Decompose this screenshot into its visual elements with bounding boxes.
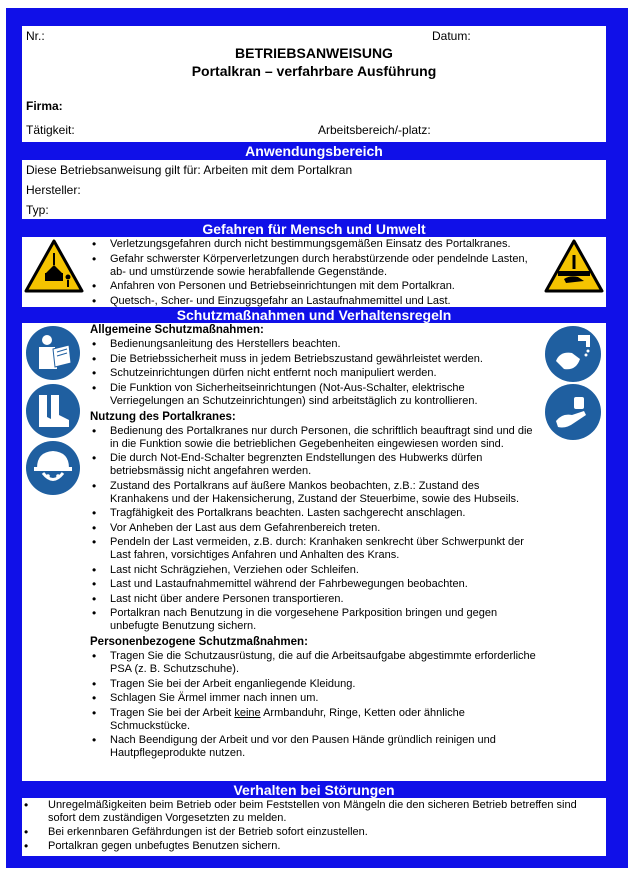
list-item: • Tragen Sie bei der Arbeit enganliegende Kleidung. xyxy=(90,678,538,691)
list-item: • Die Betriebssicherheit muss in jedem Betriebszustand gewährleistet werden. xyxy=(90,353,538,366)
schutz-panel xyxy=(22,323,606,781)
list-item: • Nach Beendigung der Arbeit und vor den Pausen Hände gründlich reinigen und Hautpflegeprodukte nutzen. xyxy=(90,734,538,760)
safety-boots-icon xyxy=(25,383,81,439)
list-item: • Vor Anheben der Last aus dem Gefahrenbereich treten. xyxy=(90,522,538,535)
hard-hat-icon xyxy=(25,440,81,496)
list-item: • Zustand des Portalkrans auf äußere Mankos beobachten, z.B.: Zustand des Kranhakens und der Hakensicherung, Zustand der Steuerbime, sowie des Hubseils. xyxy=(90,480,538,506)
list-item: • Tragfähigkeit des Portalkrans beachten. Lasten sachgerecht anschlagen. xyxy=(90,507,538,520)
list-item: • Last nicht über andere Personen transportieren. xyxy=(90,593,538,606)
list-item: • Verletzungsgefahren durch nicht bestimmungsgemäßen Einsatz des Portalkranes. xyxy=(90,238,542,251)
stoerungen-list xyxy=(22,799,606,854)
typ-label: Typ: xyxy=(26,203,49,217)
list-item: • Schlagen Sie Ärmel immer nach innen um. xyxy=(90,692,538,705)
skin-care-icon xyxy=(544,383,602,441)
hersteller-label: Hersteller: xyxy=(26,183,81,197)
list-item: • Bedienungsanleitung des Herstellers beachten. xyxy=(90,338,538,351)
section-heading-schutz: Schutzmaßnahmen und Verhaltensregeln xyxy=(176,307,452,323)
schutz-content xyxy=(90,323,538,762)
datum-label: Datum: xyxy=(432,29,471,43)
arbeitsbereich-label: Arbeitsbereich/-platz: xyxy=(318,123,431,137)
item-text-pre: Tragen Sie bei der Arbeit xyxy=(110,706,235,719)
list-item: • Quetsch-, Scher- und Einzugsgefahr an Lastaufnahmemittel und Last. xyxy=(90,295,542,308)
list-item: • Tragen Sie die Schutzausrüstung, die auf die Arbeitsaufgabe abgestimmte erforderliche PSA (z. B. Schutzschuhe). xyxy=(90,650,538,676)
list-item xyxy=(90,707,538,733)
section-heading-anwendung: Anwendungsbereich xyxy=(245,143,383,159)
nutzung-list xyxy=(90,425,538,634)
list-item: • Portalkran gegen unbefugtes Benutzen sichern. xyxy=(22,840,606,853)
list-item: • Portalkran nach Benutzung in die vorgesehene Parkposition bringen und gegen unbefugte Benutzung sichern. xyxy=(90,607,538,633)
item-text-post: Armbanduhr, Ringe, Ketten oder ähnliche Schmuckstücke. xyxy=(110,706,465,732)
item-text-emphasis: keine xyxy=(234,706,261,719)
list-item: • Pendeln der Last vermeiden, z.B. durch: Kranhaken senkrecht über Schwerpunkt der Last fahren, vorsichtiges Anfahren und Anhalten des Krans. xyxy=(90,536,538,562)
header-panel xyxy=(22,26,606,142)
nutzung-heading: Nutzung des Portalkranes: xyxy=(90,410,236,423)
list-item: • Unregelmäßigkeiten beim Betrieb oder beim Feststellen von Mängeln die den sicheren Betrieb betreffen sind sofort dem zuständigen Vorgesetzten zu melden. xyxy=(22,799,606,824)
list-item: • Die durch Not-End-Schalter begrenzten Endstellungen des Hubwerks dürfen betriebsmässig nicht angefahren werden. xyxy=(90,452,538,478)
list-item: • Last nicht Schrägziehen, Verziehen oder Schleifen. xyxy=(90,564,538,577)
taetigkeit-label: Tätigkeit: xyxy=(26,123,75,137)
list-item: • Gefahr schwerster Körperverletzungen durch herabstürzende oder pendelnde Lasten, ab- und umstürzende sowie herabfallende Gegenstände. xyxy=(90,253,542,279)
allgemein-heading: Allgemeine Schutzmaßnahmen: xyxy=(90,324,264,336)
wash-hands-icon xyxy=(544,325,602,383)
gilt-fuer-text: Diese Betriebsanweisung gilt für: Arbeiten mit dem Portalkran xyxy=(26,163,353,177)
person-heading: Personenbezogene Schutzmaßnahmen: xyxy=(90,636,308,648)
list-item: • Die Funktion von Sicherheitseinrichtungen (Not-Aus-Schalter, elektrische Verriegelungen an Schutzeinrichtungen) sind arbeitstäglich zu kontrollieren. xyxy=(90,382,538,408)
section-heading-gefahren: Gefahren für Mensch und Umwelt xyxy=(202,221,426,237)
list-item: • Last und Lastaufnahmemittel während der Fahrbewegungen beobachten. xyxy=(90,578,538,591)
read-manual-icon xyxy=(25,325,81,381)
gefahren-list xyxy=(90,238,542,309)
list-item: • Bei erkennbaren Gefährdungen ist der Betrieb sofort einzustellen. xyxy=(22,826,606,839)
hand-crush-warning-icon xyxy=(544,239,604,293)
nr-label: Nr.: xyxy=(26,29,45,43)
person-list xyxy=(90,650,538,760)
anwendung-panel xyxy=(22,160,606,219)
hanging-load-warning-icon xyxy=(24,239,84,293)
list-item: • Bedienung des Portalkranes nur durch Personen, die schriftlich beauftragt sind und die in die Funktion sowie die betrieblichen Gegebenheiten eingewiesen worden sind. xyxy=(90,425,538,451)
list-item: • Schutzeinrichtungen dürfen nicht entfernt noch manipuliert werden. xyxy=(90,367,538,380)
stoerungen-panel xyxy=(22,798,606,856)
list-item: • Anfahren von Personen und Betriebseinrichtungen mit dem Portalkran. xyxy=(90,280,542,293)
document-subtitle: Portalkran – verfahrbare Ausführung xyxy=(191,63,437,79)
firma-label: Firma: xyxy=(26,99,63,113)
allgemein-list xyxy=(90,338,538,408)
gefahren-panel xyxy=(22,237,606,307)
document-title: BETRIEBSANWEISUNG xyxy=(235,45,393,61)
section-heading-stoerungen: Verhalten bei Störungen xyxy=(233,782,395,798)
